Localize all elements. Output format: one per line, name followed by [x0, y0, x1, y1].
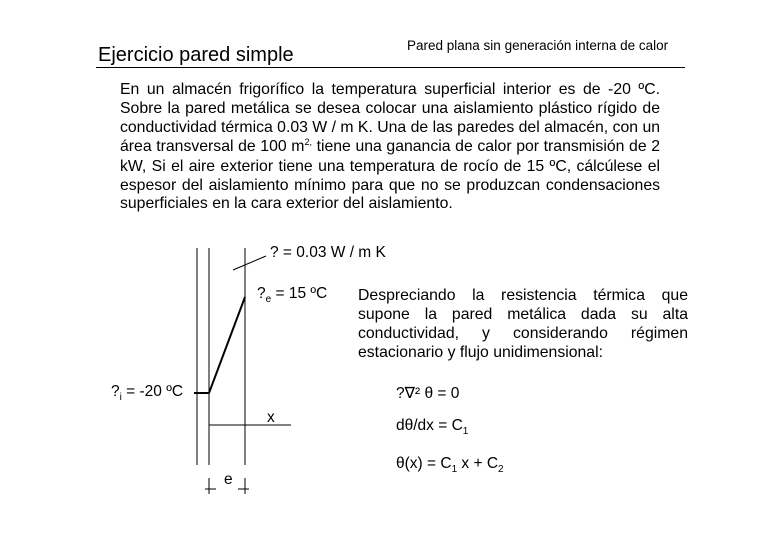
- eq3-subscript-1: 1: [451, 464, 458, 475]
- interior-temperature-label: [111, 383, 183, 401]
- eq2-main: dθ/dx = C: [396, 417, 463, 434]
- te-subscript: e: [265, 294, 272, 305]
- thickness-label: e: [224, 471, 233, 488]
- ti-subscript: i: [119, 392, 122, 403]
- ti-symbol: ?: [111, 383, 120, 400]
- x-axis-label: x: [267, 409, 275, 426]
- laplace-equation: ?∇² θ = 0: [396, 385, 460, 402]
- ti-value: = -20 ºC: [121, 383, 184, 400]
- area-exponent: 2,: [304, 136, 312, 147]
- conductivity-leader-line: [233, 256, 266, 270]
- problem-text-part2: tiene una ganancia de calor por transmisión de 2 kW, Si el aire exterior tiene una temperatura de rocío de 15 ºC, cálcúlese el espesor del aislamiento mínimo para que no se produzcan condensaciones superficiales en la cara exterior del aislamiento.: [120, 137, 661, 213]
- temperature-profile-line: [209, 297, 245, 393]
- temperature-profile-equation: [396, 455, 504, 473]
- assumptions-note: Despreciando la resistencia térmica que supone la pared metálica dada su alta conductividad, y considerando régimen estacionario y flujo unidimensional:: [358, 287, 688, 361]
- eq3-subscript-2: 2: [498, 464, 504, 475]
- conductivity-label: ? = 0.03 W / m K: [270, 244, 386, 261]
- problem-text-part1: En un almacén frigorífico la temperatura superficial interior es de -20 ºC. Sobre la pared metálica se desea colocar una aislamiento plástico rígido de conductividad térmica 0.03 W / m K. Una de las paredes del almacén, con un área transversal de 100 m: [120, 81, 661, 155]
- eq3-part-b: x + C: [457, 455, 499, 472]
- eq2-subscript: 1: [462, 426, 469, 437]
- te-symbol: ?: [257, 285, 266, 302]
- eq3-part-a: θ(x) = C: [396, 455, 452, 472]
- first-integral-equation: [396, 417, 468, 435]
- exterior-temperature-label: [257, 285, 327, 303]
- te-value: = 15 ºC: [271, 285, 328, 302]
- slide-subtitle: Pared plana sin generación interna de calor: [407, 38, 669, 53]
- slide-title: Ejercicio pared simple: [98, 44, 294, 66]
